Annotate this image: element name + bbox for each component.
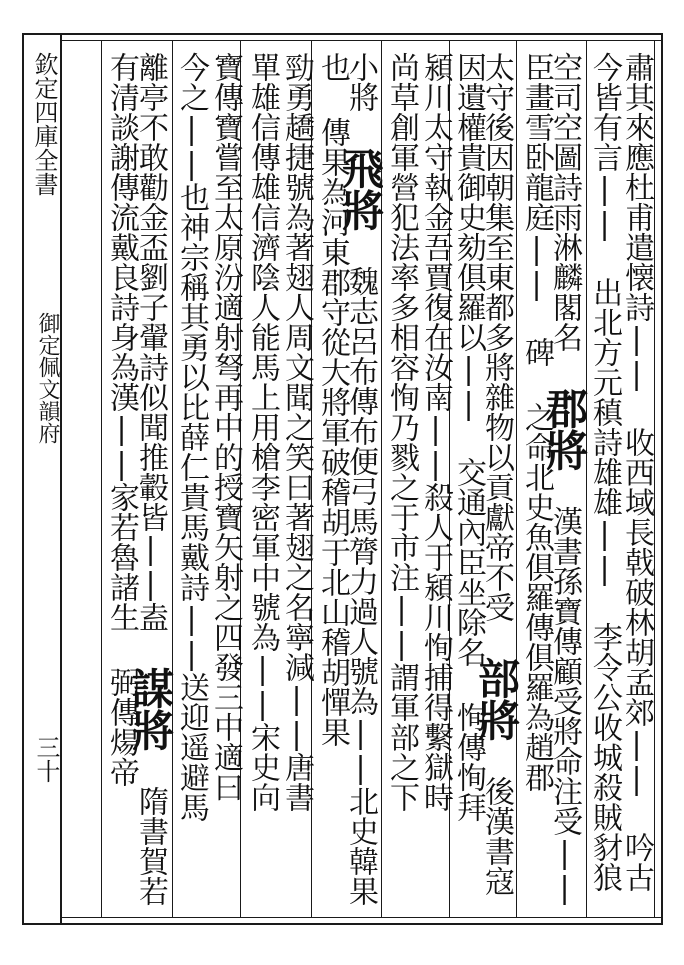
entry-headword: 部將	[472, 657, 521, 741]
text-column-14	[172, 52, 209, 912]
column-text: 傳果為河東郡守從大將軍破稽胡于北山稽胡憚果	[315, 117, 350, 747]
column-text: 離亭不敢勸金盃劉子翬詩似聞推轂皆||盍	[133, 52, 168, 632]
column-text: 肅其來應杜甫遣懐詩|| 收西域長戟破林胡孟郊|| 吟古	[619, 52, 654, 892]
inner-border-top	[62, 40, 662, 41]
column-text: 臣畫雪卧龍庭|| 碑	[519, 52, 554, 367]
column-text: 尚草創軍營犯法率多相容恂乃戮之于市注||謂軍部之下	[384, 52, 419, 812]
column-text: 隋書賀若	[133, 786, 168, 906]
text-column-6	[449, 52, 486, 912]
inner-border-right	[654, 40, 655, 918]
column-text: 勁勇趫捷號為著翅人周文聞之笑曰著翅之名寧減||唐書	[279, 52, 314, 812]
column-text: 小將	[343, 52, 378, 112]
outer-border-bottom	[22, 923, 662, 925]
column-text: 單雄信傳雄信濟陰人能馬上用槍李密軍中號為||宋史向	[245, 52, 280, 812]
text-column-12	[243, 52, 280, 912]
outer-border-top	[22, 33, 662, 35]
column-text: 漢書孫寶傳顧受將命注受||	[547, 506, 582, 906]
text-column-15	[126, 52, 175, 912]
text-column-3	[540, 52, 589, 912]
column-text: 空司空圖詩雨淋麟閣名	[547, 52, 582, 352]
text-column-4	[517, 52, 554, 912]
text-column-1	[617, 52, 654, 912]
column-text: 弼傳煬帝	[104, 667, 139, 787]
outer-border-right	[661, 33, 663, 925]
folio-number: 三十	[32, 735, 60, 783]
column-text: 之命北史魚俱羅傳俱羅為趙郡	[519, 402, 554, 792]
column-text: 魏志呂布傳布便弓馬膂力過人號為||北史韓果	[343, 266, 378, 906]
column-text: 寶傳寶嘗至太原汾適射弩再中的授寶矢射之四發三中適曰	[208, 52, 243, 802]
border-left	[22, 33, 24, 925]
column-text: 也	[315, 52, 350, 82]
margin-divider	[60, 33, 62, 925]
text-column-5	[472, 52, 521, 912]
text-column-2	[585, 52, 622, 912]
entry-headword: 謀將	[126, 667, 175, 751]
inner-border-bottom	[62, 917, 662, 918]
library-title: 欽定四庫全書	[30, 52, 58, 196]
column-text: 太守後因朝集至東都多將雜物以貢獻帝不受	[479, 52, 514, 622]
column-text: 後漢書寇	[479, 776, 514, 896]
book-title: 御定佩文韻府	[35, 312, 60, 444]
column-text: 今之||也神宗稱其勇以比薛仁貴馬戴詩||送迎遥避馬	[174, 52, 209, 822]
entry-headword: 飛將	[336, 147, 385, 231]
text-column-13	[206, 52, 243, 912]
text-column-7	[416, 52, 453, 912]
text-column-8	[382, 52, 419, 912]
text-column-11	[277, 52, 314, 912]
entry-headword: 郡將	[540, 387, 589, 471]
column-text: 潁川太守執金吾賈復在汝南||殺人于潁川恂捕得繫獄時	[418, 52, 453, 812]
column-text: 有清談謝傳流戴良詩身為漢||家若魯諸生	[104, 52, 139, 632]
column-text: 今皆有言|| 出北方元稹詩雄雄|| 李令公收城殺賊豺狼	[587, 52, 622, 892]
text-column-9	[336, 52, 385, 912]
column-text: 因遺權貴御史劾俱羅以|| 交通內臣坐除名	[451, 52, 486, 667]
text-column-16	[102, 52, 139, 912]
text-column-10	[313, 52, 350, 912]
column-text: 恂傳恂拜	[451, 702, 486, 822]
